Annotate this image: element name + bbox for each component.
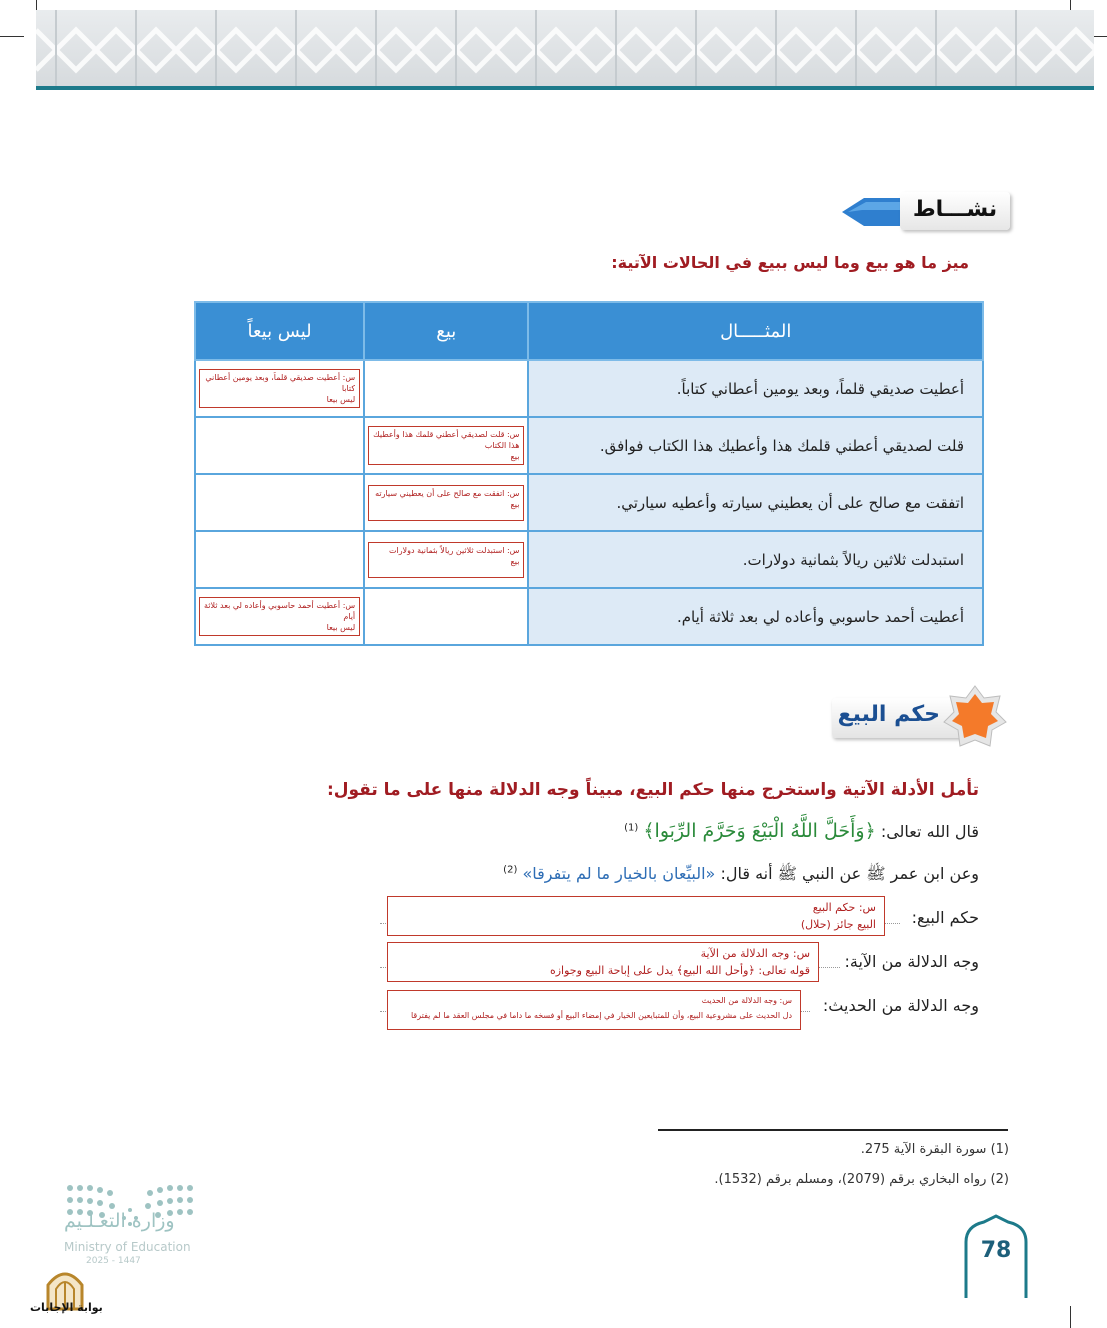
header-sale: بيع bbox=[364, 302, 528, 360]
field-label-ruling: حكم البيع: bbox=[911, 908, 979, 927]
answer-line: س: استبدلت ثلاثين ريالاً بثمانية دولارات bbox=[388, 545, 520, 555]
answer-line: أيام bbox=[343, 612, 356, 621]
answer-line: ليس بيعا bbox=[326, 623, 356, 632]
sale-cell[interactable] bbox=[364, 360, 528, 417]
activity-instruction: ميز ما هو بيع وما ليس ببيع في الحالات الآتية: bbox=[611, 253, 969, 272]
verse-text: ﴿وَأَحَلَّ اللَّهُ الْبَيْعَ وَحَرَّمَ الرِّبَوا﴾ bbox=[643, 820, 876, 842]
not-sale-cell[interactable] bbox=[195, 474, 364, 531]
ministry-years: 2025 - 1447 bbox=[86, 1256, 141, 1266]
answer-line: هذا الكتاب bbox=[484, 441, 520, 450]
answer-line: س: وجه الدلالة من الآية bbox=[700, 947, 810, 960]
not-sale-cell[interactable] bbox=[195, 417, 364, 474]
verse-line bbox=[624, 820, 979, 842]
handwritten-answer bbox=[199, 369, 360, 408]
sale-cell[interactable] bbox=[364, 474, 528, 531]
star-icon bbox=[942, 684, 1008, 750]
answer-line: كتابا bbox=[341, 384, 356, 393]
header-not-sale: ليس بيعاً bbox=[195, 302, 364, 360]
ruling-instruction: تأمل الأدلة الآتية واستخرج منها حكم البيع، مبيناً وجه الدلالة منها على ما تقول: bbox=[326, 780, 979, 800]
activity-label: نشـــاط bbox=[900, 192, 1010, 230]
answer-box-hadith bbox=[387, 990, 801, 1030]
answer-line: س: حكم البيع bbox=[812, 901, 876, 914]
answer-line: ليس بيعا bbox=[326, 395, 356, 404]
example-cell: أعطيت صديقي قلماً، وبعد يومين أعطاني كتاباً. bbox=[528, 360, 983, 417]
sale-cell[interactable] bbox=[364, 588, 528, 645]
verse-footnote-ref: (1) bbox=[624, 822, 639, 834]
field-label-verse: وجه الدلالة من الآية: bbox=[844, 952, 979, 971]
answer-line: س: قلت لصديقي أعطني قلمك هذا وأعطيك bbox=[373, 430, 520, 439]
table-row bbox=[195, 588, 983, 645]
answer-line: بيع bbox=[510, 452, 520, 461]
answer-line: س: اتفقت مع صالح على أن يعطيني سيارته bbox=[375, 488, 520, 498]
crop-mark bbox=[0, 36, 24, 37]
table-header-row bbox=[195, 302, 983, 360]
sale-cell[interactable] bbox=[364, 531, 528, 588]
answer-line: بيع bbox=[510, 499, 520, 509]
handwritten-answer bbox=[368, 426, 524, 465]
answer-line: س: أعطيت أحمد حاسوبي وأعاده لي بعد ثلاثة bbox=[204, 601, 356, 610]
sale-cell[interactable] bbox=[364, 417, 528, 474]
table-row bbox=[195, 474, 983, 531]
answer-box-verse bbox=[387, 942, 819, 982]
answer-box-ruling bbox=[387, 896, 885, 936]
footnote-rule bbox=[658, 1129, 1008, 1131]
gateway-name: بوابة الإجابات bbox=[30, 1301, 103, 1314]
verse-prefix: قال الله تعالى: bbox=[880, 822, 979, 841]
example-cell: أعطيت أحمد حاسوبي وأعاده لي بعد ثلاثة أيام. bbox=[528, 588, 983, 645]
hadith-footnote-ref: (2) bbox=[503, 864, 518, 876]
hadith-line bbox=[503, 864, 979, 887]
not-sale-cell[interactable] bbox=[195, 588, 364, 645]
handwritten-answer bbox=[368, 485, 524, 521]
answer-line: البيع جائز (حلال) bbox=[800, 918, 876, 931]
ministry-name-ar: وزارة التعـلـيم bbox=[64, 1210, 175, 1232]
header-pattern bbox=[36, 10, 1094, 88]
header-example: المثـــــال bbox=[528, 302, 983, 360]
handwritten-answer bbox=[368, 542, 524, 578]
page-number: 78 bbox=[980, 1238, 1012, 1263]
section-title-label: حكم البيع bbox=[837, 702, 940, 727]
field-label-hadith: وجه الدلالة من الحديث: bbox=[822, 996, 979, 1015]
ministry-name-en: Ministry of Education bbox=[64, 1240, 191, 1254]
example-cell: قلت لصديقي أعطني قلمك هذا وأعطيك هذا الكتاب فوافق. bbox=[528, 417, 983, 474]
answer-line: قوله تعالى: ﴿وأحل الله البيع﴾ يدل على إباحة البيع وجوازه bbox=[549, 964, 810, 977]
not-sale-cell[interactable] bbox=[195, 531, 364, 588]
activity-badge bbox=[842, 192, 1010, 232]
table-row bbox=[195, 360, 983, 417]
handwritten-answer bbox=[199, 597, 360, 636]
crop-mark bbox=[1070, 1306, 1071, 1328]
not-sale-cell[interactable] bbox=[195, 360, 364, 417]
section-title bbox=[800, 684, 1010, 750]
footnote-1: (1) سورة البقرة الآية 275. bbox=[860, 1142, 1009, 1157]
answer-line: س: أعطيت صديقي قلماً، وبعد يومين أعطاني bbox=[205, 373, 356, 382]
table-row bbox=[195, 417, 983, 474]
activity-table bbox=[194, 301, 984, 646]
answer-line: س: وجه الدلالة من الحديث bbox=[701, 996, 792, 1005]
answer-line: دل الحديث على مشروعية البيع، وأن للمتبايعين الخيار في إمضاء البيع أو فسخه ما داما في مجلس العقد ما لم يفترقا bbox=[410, 1011, 792, 1020]
example-cell: اتفقت مع صالح على أن يعطيني سيارته وأعطيه سيارتي. bbox=[528, 474, 983, 531]
example-cell: استبدلت ثلاثين ريالاً بثمانية دولارات. bbox=[528, 531, 983, 588]
answer-line: بيع bbox=[510, 556, 520, 566]
hadith-prefix: وعن ابن عمر ﷺ عن النبي ﷺ أنه قال: bbox=[720, 864, 979, 883]
table-row bbox=[195, 531, 983, 588]
header-rule bbox=[36, 86, 1094, 90]
crop-mark bbox=[36, 0, 37, 10]
footnote-2: (2) رواه البخاري برقم (2079)، ومسلم برقم (1532). bbox=[714, 1172, 1009, 1187]
hadith-text: «البيِّعان بالخيار ما لم يتفرقا» bbox=[522, 864, 716, 883]
